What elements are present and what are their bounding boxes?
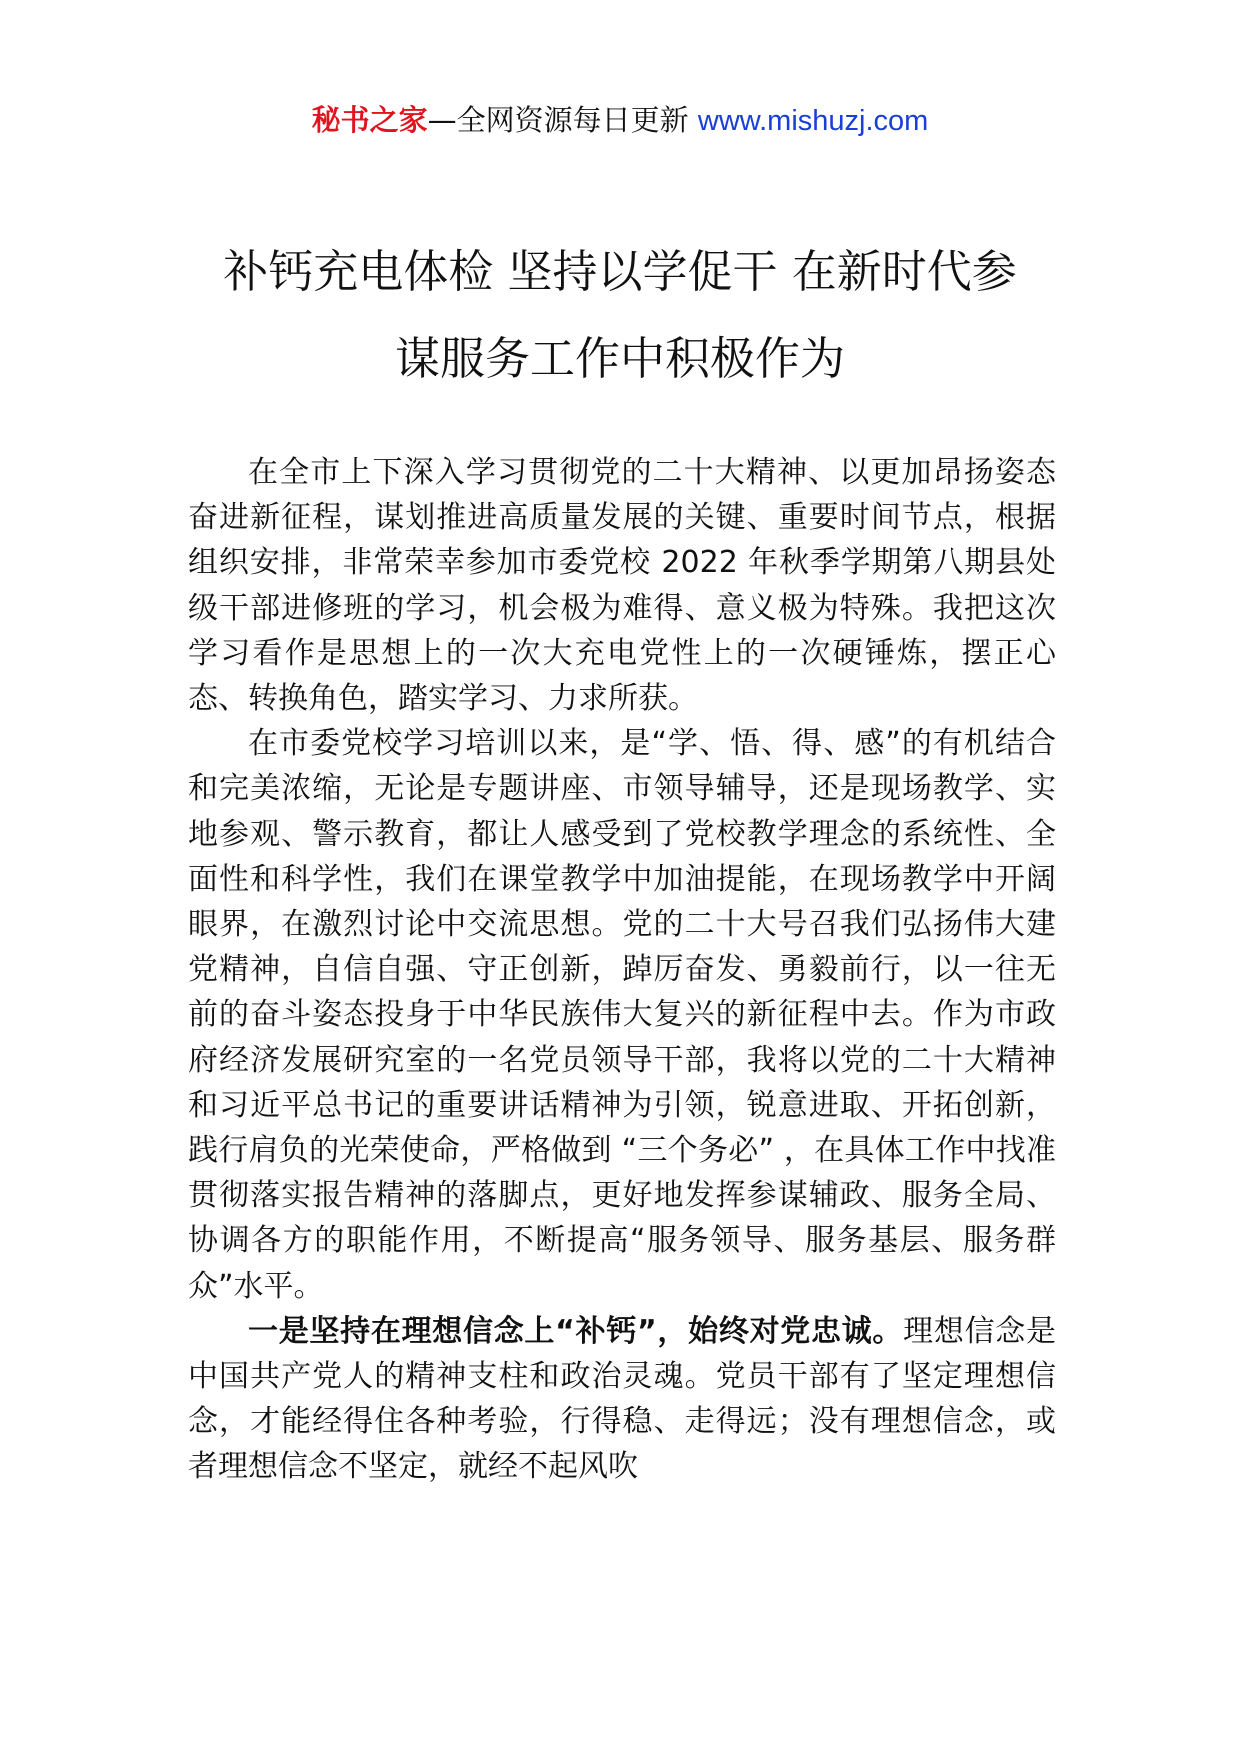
paragraph-2: 在市委党校学习培训以来，是“学、悟、得、感”的有机结合和完美浓缩，无论是专题讲座、市领导辅导，还是现场教学、实地参观、警示教育，都让人感受到了党校教学理念的系统性、全面性和科学性，我们在课堂教学中加油提能，在现场教学中开阔眼界，在激烈讨论中交流思想。党的二十大号召我们弘扬伟大建党精神，自信自强、守正创新，踔厉奋发、勇毅前行，以一往无前的奋斗姿态投身于中华民族伟大复兴的新征程中去。作为市政府经济发展研究室的一名党员领导干部，我将以党的二十大精神和习近平总书记的重要讲话精神为引领，锐意进取、开拓创新，践行肩负的光荣使命，严格做到 “三个务必” ，在具体工作中找准贯彻落实报告精神的落脚点，更好地发挥参谋辅政、服务全局、协调各方的职能作用，不断提高“服务领导、服务基层、服务群众”水平。	[188, 726, 1056, 1304]
document-body	[188, 450, 1056, 1490]
brand-name: 秘书之家	[311, 103, 428, 137]
header-tagline: —全网资源每日更新	[427, 103, 698, 137]
document-title	[150, 228, 1090, 402]
title-line-1: 补钙充电体检 坚持以学促干 在新时代参	[223, 245, 1017, 298]
paragraph-3-lead: 一是坚持在理想信念上“补钙”，始终对党忠诚。	[248, 1313, 904, 1349]
paragraph-1: 在全市上下深入学习贯彻党的二十大精神、以更加昂扬姿态奋进新征程，谋划推进高质量发展的关键、重要时间节点，根据组织安排，非常荣幸参加市委党校 2022 年秋季学期第八期县处级干部进修班的学习，机会极为难得、意义极为特殊。我把这次学习看作是思想上的一次大充电党性上的一次硬锤炼，摆正心态、转换角色，踏实学习、力求所获。	[188, 455, 1056, 717]
paragraph-3-text: 理想信念是中国共产党人的精神支柱和政治灵魂。党员干部有了坚定理想信念，才能经得住各种考验，行得稳、走得远；没有理想信念，或者理想信念不坚定，就经不起风吹	[188, 1313, 1056, 1485]
site-header	[0, 100, 1240, 141]
title-line-2: 谋服务工作中积极作为	[394, 332, 845, 385]
paragraph-3	[188, 1309, 1056, 1490]
website-link[interactable]: www.mishuzj.com	[697, 105, 929, 137]
